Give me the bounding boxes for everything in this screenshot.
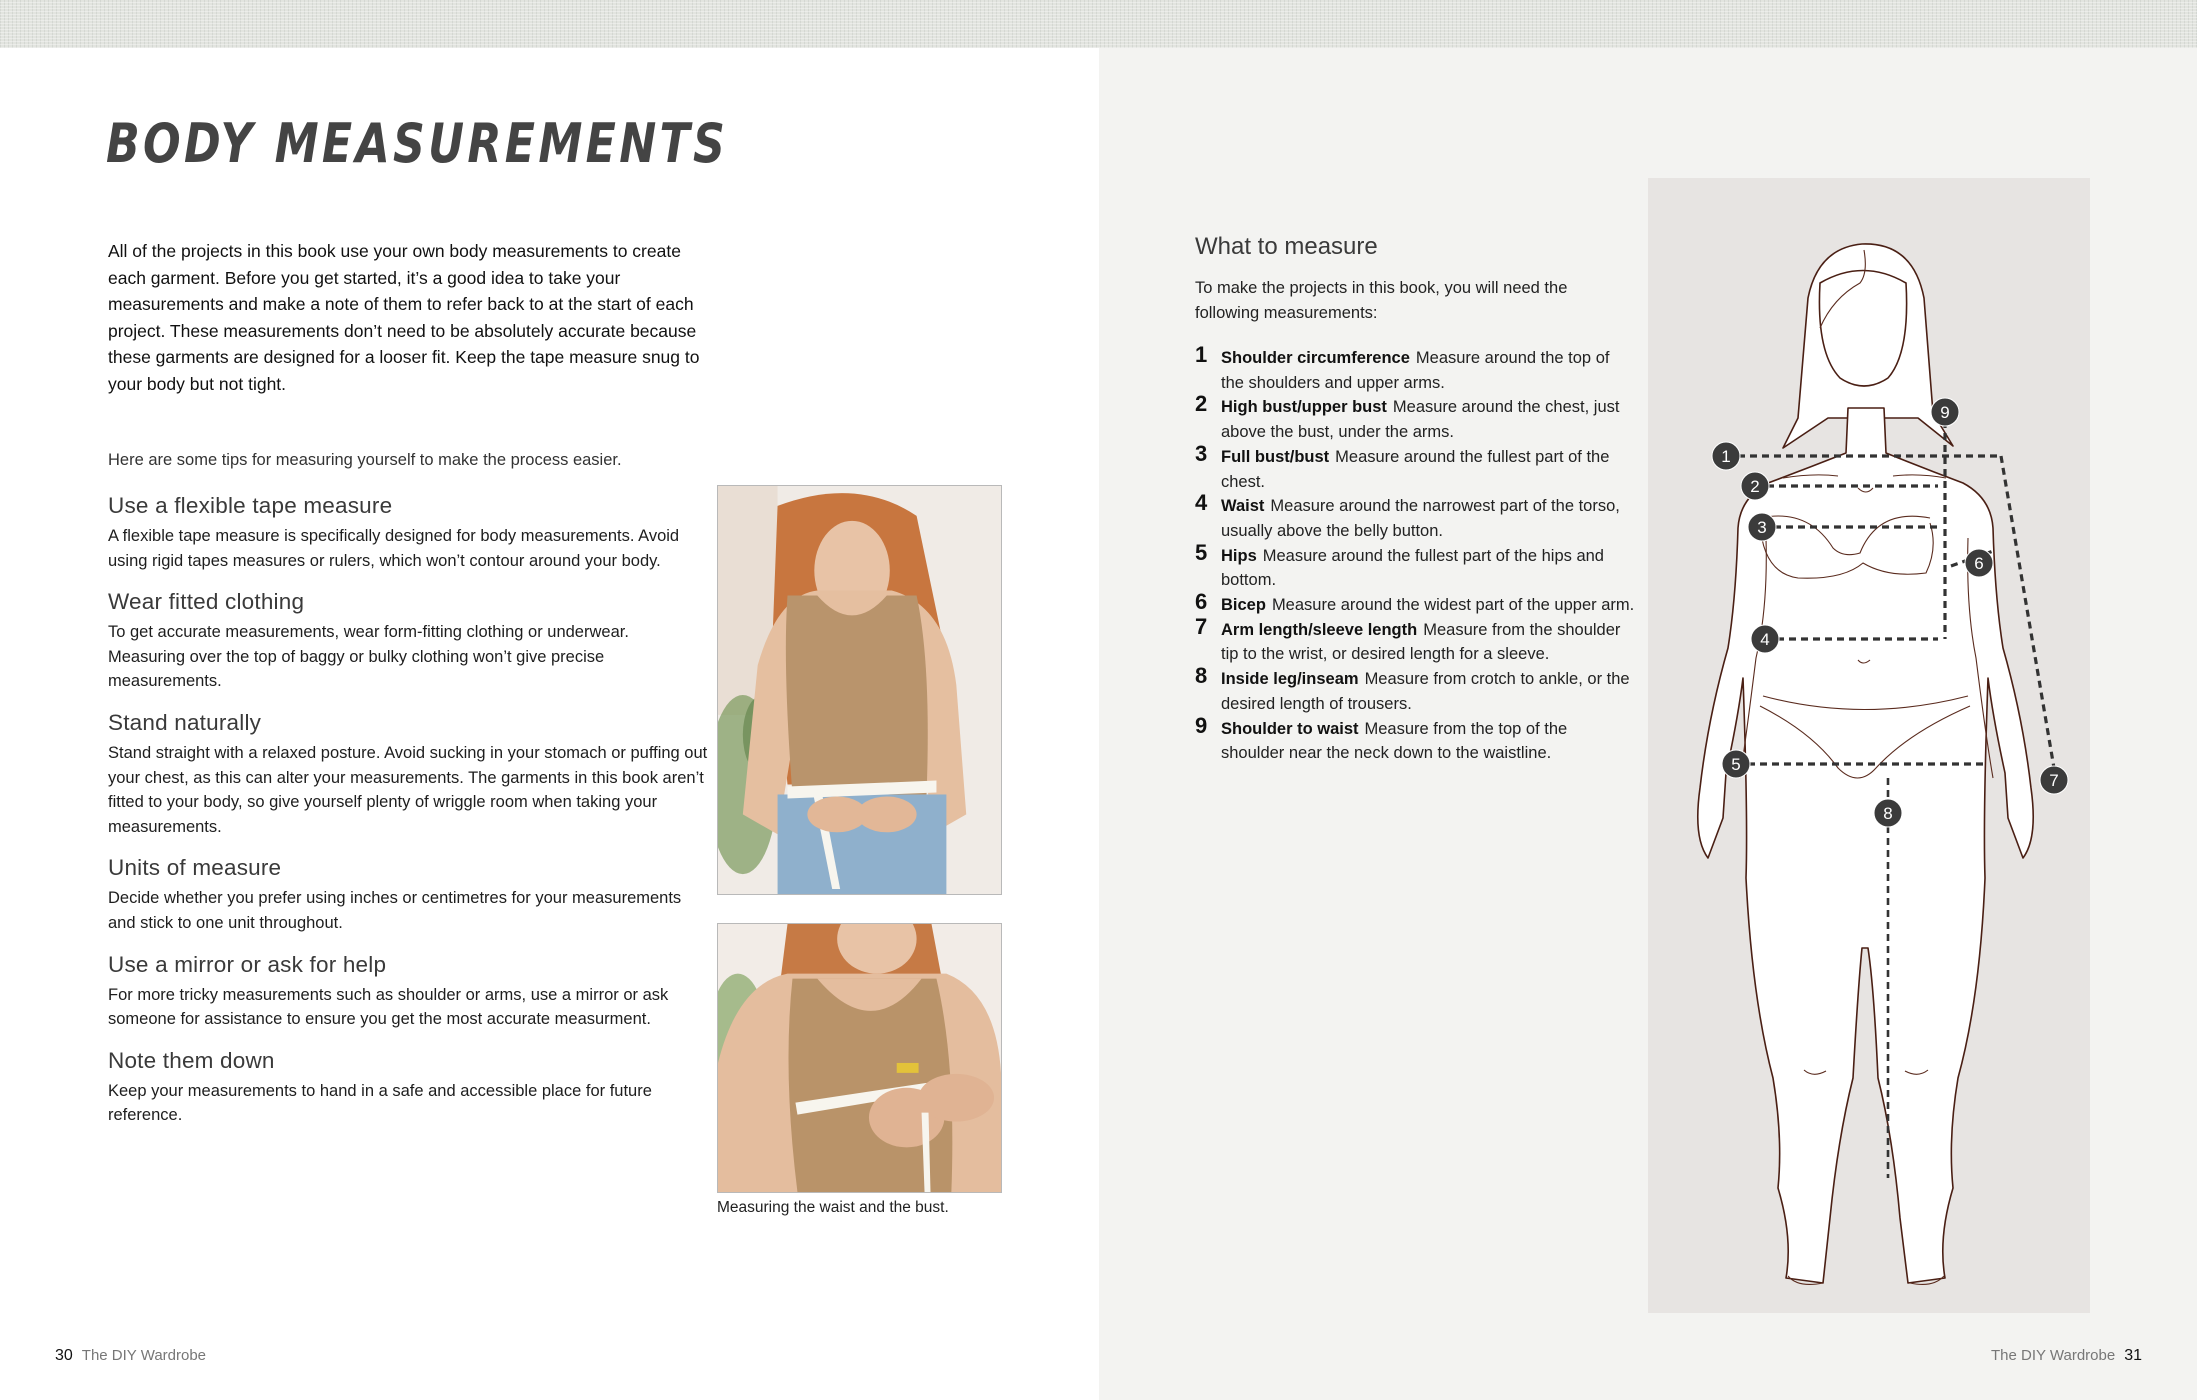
- tip-body: Decide whether you prefer using inches or centimetres for your measurements and stick to one unit throughout.: [108, 889, 682, 932]
- tip-body: Keep your measurements to hand in a safe and accessible place for future reference.: [108, 1081, 652, 1125]
- tip-heading: Units of measure: [108, 855, 282, 881]
- intro-paragraph: All of the projects in this book use your own body measurements to create each garment. Before you get started, it’s a good idea to take your measurements and make a note of them to refer back to at the start of each project. These measurements don’t need to be absolutely accurate because these garments are designed for a looser fit. Keep the tape measure snug to your body but not tight.: [108, 241, 700, 394]
- measurement-number: 5: [1195, 539, 1208, 565]
- tip-body: For more tricky measurements such as shoulder or arms, use a mirror or ask someone for assistance to ensure you get the most accurate measurment.: [108, 985, 669, 1029]
- tip-heading: Note them down: [108, 1047, 275, 1073]
- waist-photo-illustration: [718, 486, 1001, 894]
- footer-right: [1982, 1347, 2142, 1365]
- tip-heading: Wear fitted clothing: [108, 589, 305, 615]
- measurement-term: Shoulder to waist: [1221, 719, 1359, 738]
- tip-mirror: [108, 950, 708, 1032]
- measurement-number: 7: [1195, 613, 1208, 639]
- measurement-desc: Measure around the fullest part of the chest.: [1221, 447, 1610, 491]
- measurement-number: 9: [1195, 712, 1208, 738]
- measurement-term: Full bust/bust: [1221, 447, 1330, 466]
- footer-left: [55, 1347, 215, 1365]
- book-title: The DIY Wardrobe: [81, 1347, 207, 1364]
- tips-list: [108, 491, 708, 1142]
- marker-8: 8: [1883, 804, 1893, 823]
- marker-2: 2: [1750, 477, 1760, 496]
- tip-flexible-tape: [108, 491, 708, 573]
- measurement-term: Bicep: [1221, 596, 1266, 615]
- tip-body: Stand straight with a relaxed posture. Avoid sucking in your stomach or puffing out your chest, as this can alter your measurements. The garments in this book aren’t fitted to your body, so give yourself plenty of wriggle room when taking your measurements.: [108, 743, 708, 836]
- measurement-list: [1195, 342, 1635, 766]
- photo-caption: Measuring the waist and the bust.: [717, 1199, 949, 1216]
- marker-9: 9: [1940, 403, 1950, 422]
- tip-body: A flexible tape measure is specifically designed for body measurements. Avoid using rigid tapes measures or rulers, which won’t contour around your body.: [108, 527, 680, 570]
- measurement-item: [1195, 613, 1635, 667]
- photo-measuring-bust: [717, 923, 1002, 1193]
- tip-heading: Use a mirror or ask for help: [108, 951, 387, 977]
- body-measurement-diagram: [1648, 178, 2090, 1313]
- page-title: BODY MEASUREMENTS: [106, 112, 729, 175]
- measurement-item: [1195, 539, 1635, 593]
- measurement-desc: Measure around the top of the shoulders and upper arms.: [1221, 349, 1610, 392]
- tip-stand-naturally: [108, 708, 708, 839]
- measurement-term: Waist: [1221, 497, 1265, 516]
- measurement-desc: Measure around the widest part of the upper arm.: [1271, 596, 1635, 615]
- tips-lead: Here are some tips for measuring yourself to make the process easier.: [108, 451, 622, 469]
- page-number: 30: [55, 1347, 73, 1364]
- measurement-number: 2: [1195, 391, 1208, 417]
- measurement-desc: Measure from the top of the shoulder near the neck down to the waistline.: [1221, 719, 1568, 763]
- marker-5: 5: [1731, 755, 1741, 774]
- tip-note-down: [108, 1046, 708, 1128]
- measurement-number: 1: [1195, 342, 1208, 367]
- tip-body: To get accurate measurements, wear form-fitting clothing or underwear. Measuring over the top of baggy or bulky clothing won’t give precise measurements.: [108, 623, 629, 691]
- measurement-desc: Measure from the shoulder tip to the wrist, or desired length for a sleeve.: [1221, 620, 1621, 664]
- measurement-term: High bust/upper bust: [1221, 398, 1387, 417]
- measurement-term: Hips: [1221, 546, 1257, 565]
- tip-heading: Stand naturally: [108, 709, 262, 735]
- what-to-measure-heading: What to measure: [1195, 233, 1378, 260]
- background-texture-band: [0, 0, 2197, 48]
- marker-1: 1: [1721, 447, 1731, 466]
- measurement-term: Arm length/sleeve length: [1221, 620, 1418, 639]
- measurement-item: [1195, 589, 1635, 618]
- measurement-item: [1195, 440, 1635, 494]
- measurement-term: Inside leg/inseam: [1221, 670, 1359, 689]
- bust-photo-illustration: [718, 924, 1001, 1192]
- page-number: 31: [2124, 1347, 2142, 1364]
- marker-3: 3: [1757, 518, 1767, 537]
- body-figure-illustration: [1648, 178, 2090, 1313]
- tip-heading: Use a flexible tape measure: [108, 493, 393, 518]
- marker-6: 6: [1974, 554, 1984, 573]
- book-title: The DIY Wardrobe: [1990, 1347, 2116, 1364]
- measurement-item: [1195, 391, 1635, 444]
- measurement-item: [1195, 663, 1635, 716]
- measurement-desc: Measure around the narrowest part of the torso, usually above the belly button.: [1221, 497, 1620, 540]
- measurement-term: Shoulder circumference: [1221, 349, 1410, 367]
- marker-7: 7: [2049, 771, 2059, 790]
- tip-units: [108, 853, 708, 935]
- measurement-desc: Measure around the fullest part of the hips and bottom.: [1221, 546, 1604, 590]
- measurement-number: 6: [1195, 589, 1208, 615]
- marker-4: 4: [1760, 630, 1770, 649]
- measurement-number: 4: [1195, 490, 1208, 516]
- tip-fitted-clothing: [108, 587, 708, 694]
- measurement-number: 3: [1195, 440, 1208, 466]
- measurement-item: [1195, 712, 1635, 766]
- measurement-desc: Measure from crotch to ankle, or the desired length of trousers.: [1221, 670, 1630, 713]
- measurement-number: 8: [1195, 663, 1208, 689]
- what-to-measure-lead: To make the projects in this book, you will need the following measurements:: [1195, 279, 1568, 322]
- measurement-item: [1195, 342, 1635, 395]
- photo-measuring-waist: [717, 485, 1002, 895]
- measurement-item: [1195, 490, 1635, 543]
- measurement-desc: Measure around the chest, just above the bust, under the arms.: [1221, 398, 1620, 442]
